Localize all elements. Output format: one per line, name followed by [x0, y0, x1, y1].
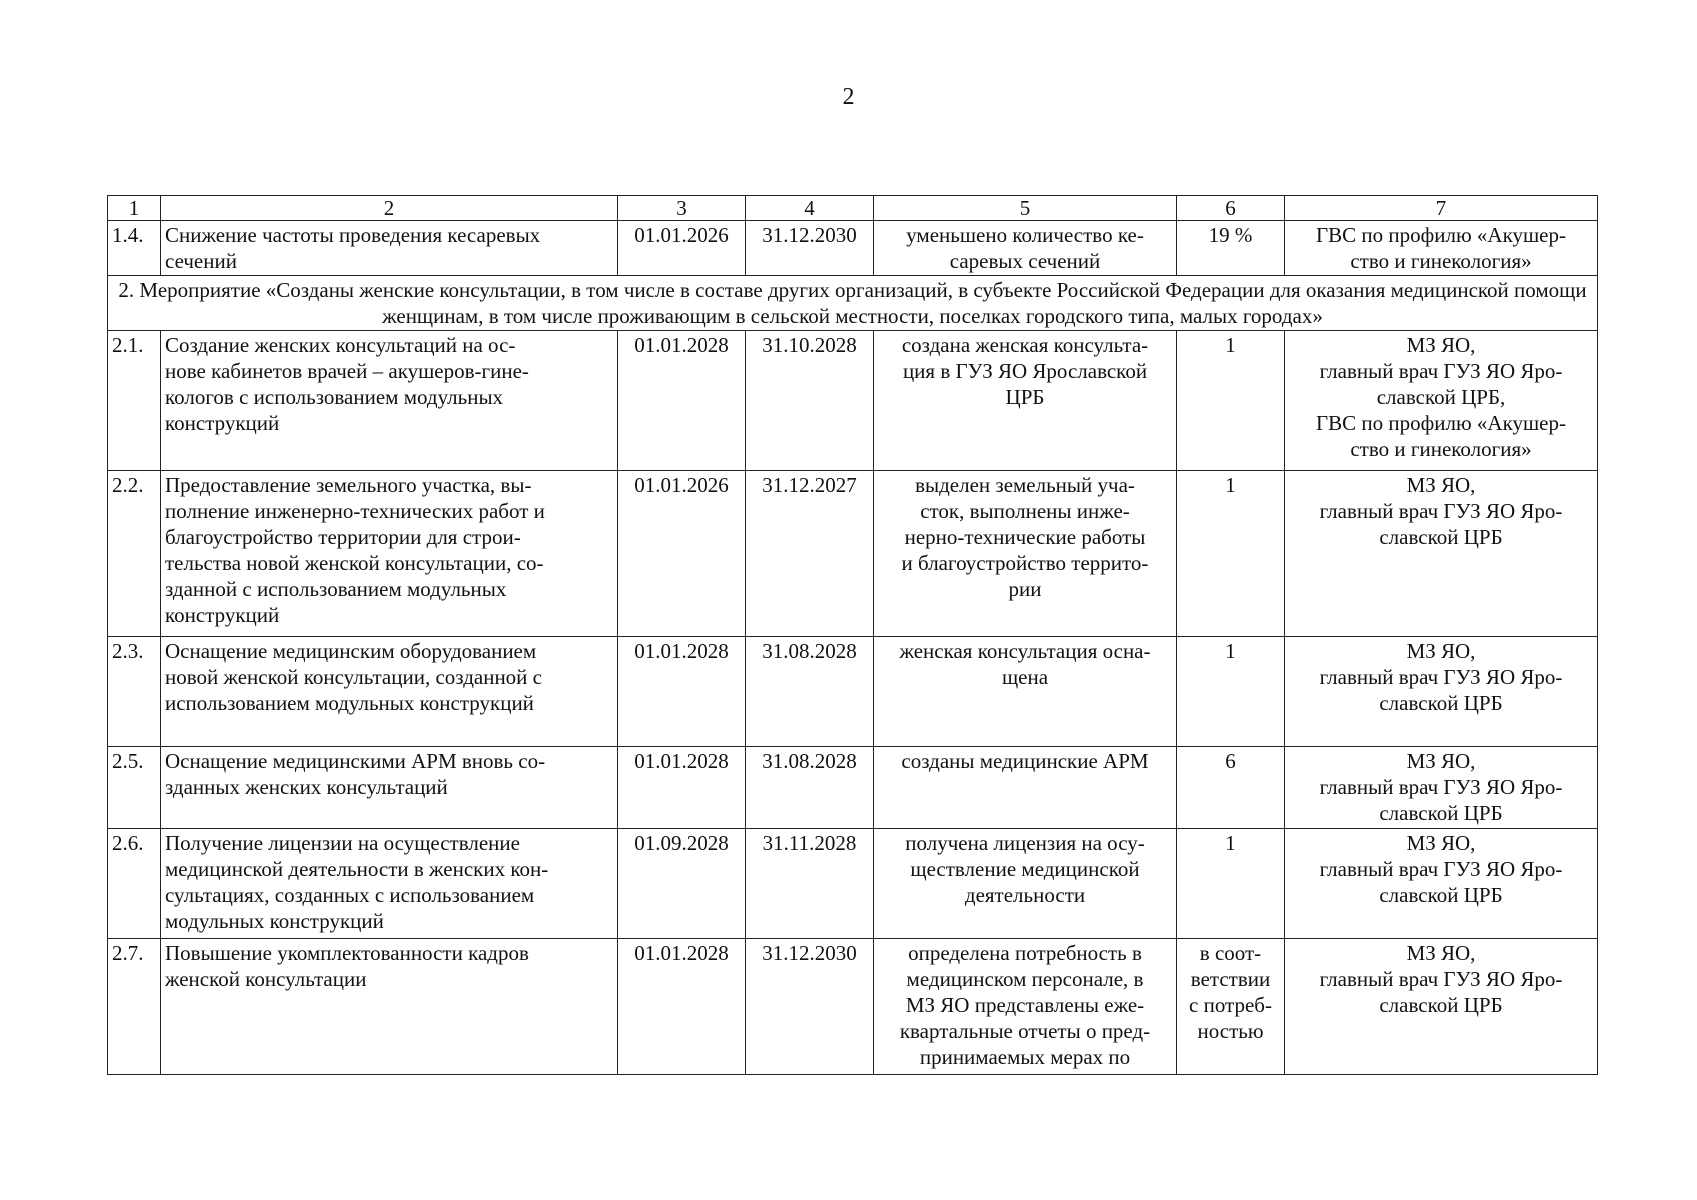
- column-number: 4: [746, 196, 874, 221]
- result: уменьшено количество ке- саревых сечений: [874, 221, 1177, 276]
- row-number: 2.5.: [108, 747, 161, 829]
- end-date: 31.12.2027: [746, 471, 874, 637]
- result: создана женская консульта- ция в ГУЗ ЯО Ярославской ЦРБ: [874, 331, 1177, 471]
- measure-name: Получение лицензии на осуществление медицинской деятельности в женских кон- сультациях, созданных с использованием модульных конструкций: [161, 829, 618, 939]
- section-row: [108, 276, 1598, 331]
- responsible: МЗ ЯО, главный врач ГУЗ ЯО Яро- славской ЦРБ: [1285, 471, 1598, 637]
- responsible: МЗ ЯО, главный врач ГУЗ ЯО Яро- славской ЦРБ: [1285, 829, 1598, 939]
- measure-name: Оснащение медицинским оборудованием новой женской консультации, созданной с использованием модульных конструкций: [161, 637, 618, 747]
- column-number: 3: [618, 196, 746, 221]
- row-number: 1.4.: [108, 221, 161, 276]
- table-row: [108, 939, 1598, 1075]
- value: в соот- ветствии с потреб- ностью: [1177, 939, 1285, 1075]
- measure-name: Оснащение медицинскими АРМ вновь со- зданных женских консультаций: [161, 747, 618, 829]
- result: выделен земельный уча- сток, выполнены инже- нерно-технические работы и благоустройство террито- рии: [874, 471, 1177, 637]
- column-number: 6: [1177, 196, 1285, 221]
- end-date: 31.10.2028: [746, 331, 874, 471]
- result: определена потребность в медицинском персонале, в МЗ ЯО представлены еже- квартальные отчеты о пред- принимаемых мерах по: [874, 939, 1177, 1075]
- end-date: 31.08.2028: [746, 637, 874, 747]
- end-date: 31.08.2028: [746, 747, 874, 829]
- measure-name: Снижение частоты проведения кесаревых сечений: [161, 221, 618, 276]
- start-date: 01.09.2028: [618, 829, 746, 939]
- section-title: 2. Мероприятие «Созданы женские консультации, в том числе в составе других организаций, в субъекте Российской Федерации для оказания медицинской помощи женщинам, в том числе проживающим в сельской местности, поселках городского типа, малых городах»: [108, 276, 1598, 331]
- table-row: [108, 221, 1598, 276]
- column-number: 1: [108, 196, 161, 221]
- value: 1: [1177, 331, 1285, 471]
- measure-name: Предоставление земельного участка, вы- полнение инженерно-технических работ и благоустройство территории для строи- тельства новой женской консультации, со- зданной с использованием модульных конструкций: [161, 471, 618, 637]
- column-number: 7: [1285, 196, 1598, 221]
- responsible: МЗ ЯО, главный врач ГУЗ ЯО Яро- славской ЦРБ, ГВС по профилю «Акушер- ство и гинекология»: [1285, 331, 1598, 471]
- table-row: [108, 747, 1598, 829]
- end-date: 31.11.2028: [746, 829, 874, 939]
- row-number: 2.2.: [108, 471, 161, 637]
- responsible: ГВС по профилю «Акушер- ство и гинекология»: [1285, 221, 1598, 276]
- value: 1: [1177, 637, 1285, 747]
- row-number: 2.6.: [108, 829, 161, 939]
- column-number: 5: [874, 196, 1177, 221]
- plan-table: [107, 195, 1598, 1075]
- result: женская консультация осна- щена: [874, 637, 1177, 747]
- row-number: 2.1.: [108, 331, 161, 471]
- table-row: [108, 471, 1598, 637]
- start-date: 01.01.2028: [618, 747, 746, 829]
- start-date: 01.01.2028: [618, 637, 746, 747]
- responsible: МЗ ЯО, главный врач ГУЗ ЯО Яро- славской ЦРБ: [1285, 939, 1598, 1075]
- measure-name: Создание женских консультаций на ос- нове кабинетов врачей – акушеров-гине- кологов с использованием модульных конструкций: [161, 331, 618, 471]
- start-date: 01.01.2026: [618, 471, 746, 637]
- row-number: 2.3.: [108, 637, 161, 747]
- row-number: 2.7.: [108, 939, 161, 1075]
- result: получена лицензия на осу- ществление медицинской деятельности: [874, 829, 1177, 939]
- measure-name: Повышение укомплектованности кадров женской консультации: [161, 939, 618, 1075]
- responsible: МЗ ЯО, главный врач ГУЗ ЯО Яро- славской ЦРБ: [1285, 637, 1598, 747]
- column-number: 2: [161, 196, 618, 221]
- value: 6: [1177, 747, 1285, 829]
- column-number-row: [108, 196, 1598, 221]
- responsible: МЗ ЯО, главный врач ГУЗ ЯО Яро- славской ЦРБ: [1285, 747, 1598, 829]
- end-date: 31.12.2030: [746, 939, 874, 1075]
- start-date: 01.01.2028: [618, 331, 746, 471]
- start-date: 01.01.2028: [618, 939, 746, 1075]
- start-date: 01.01.2026: [618, 221, 746, 276]
- table-row: [108, 331, 1598, 471]
- page-number: 2: [842, 84, 855, 110]
- value: 1: [1177, 471, 1285, 637]
- table-row: [108, 829, 1598, 939]
- value: 1: [1177, 829, 1285, 939]
- value: 19 %: [1177, 221, 1285, 276]
- table-row: [108, 637, 1598, 747]
- result: созданы медицинские АРМ: [874, 747, 1177, 829]
- end-date: 31.12.2030: [746, 221, 874, 276]
